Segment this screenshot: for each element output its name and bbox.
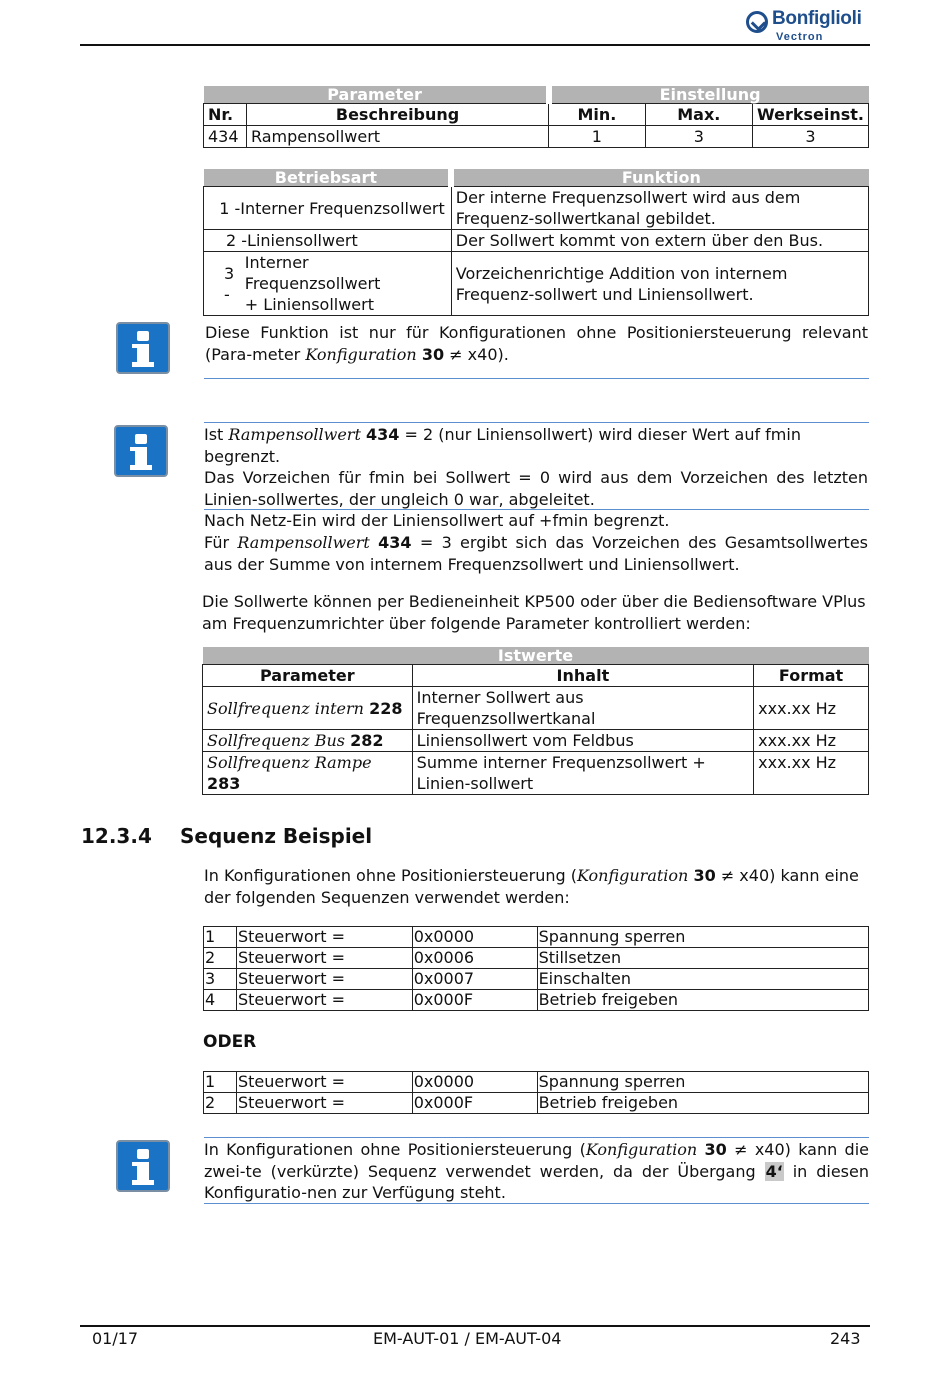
parameter-number: 30: [421, 344, 445, 364]
table-cell: xxx.xx Hz: [754, 687, 869, 730]
parameter-number: 434: [365, 425, 400, 444]
control-word-value: 0x0000: [412, 927, 537, 948]
footer-date: 01/17: [92, 1329, 139, 1348]
mode-cell: [204, 252, 452, 316]
parameter-number: 228: [369, 698, 403, 718]
parameter-name: Rampensollwert: [228, 425, 361, 444]
sequence-row: [204, 1072, 869, 1093]
note-rule: [204, 1137, 869, 1138]
control-word-label: Steuerwort =: [236, 990, 412, 1011]
step-number: 1: [204, 1072, 237, 1093]
table-row: [204, 126, 869, 148]
parameter-number: 283: [207, 774, 241, 793]
transition-marker: 4‘: [765, 1161, 783, 1181]
table-cell: Rampensollwert: [246, 126, 548, 148]
brand-logo: [746, 8, 871, 46]
column-header: Nr.: [204, 104, 247, 126]
state-label: Stillsetzen: [537, 948, 868, 969]
function-cell: Der interne Frequenzsollwert wird aus dem Frequenz-sollwertkanal gebildet.: [451, 187, 868, 230]
note-text: ≠ x40).: [449, 344, 509, 364]
step-number: 2: [204, 948, 237, 969]
operating-mode-table: [203, 169, 869, 316]
table-cell: Interner Sollwert aus Frequenzsollwertkanal: [412, 687, 753, 730]
table-cell: xxx.xx Hz: [754, 752, 869, 795]
state-label: Spannung sperren: [537, 927, 868, 948]
table-cell: Summe interner Frequenzsollwert + Linien-sollwert: [412, 752, 753, 795]
sequence-row: [204, 969, 869, 990]
parameter-name: Sollfrequenz Bus: [207, 731, 345, 750]
function-cell: Vorzeichenrichtige Addition von internem Frequenz-sollwert und Liniensollwert.: [451, 252, 868, 316]
control-word-value: 0x0007: [412, 969, 537, 990]
sequence-table-2: [203, 1071, 869, 1114]
table-cell: 1: [549, 126, 645, 148]
group-header-einstellung: Einstellung: [549, 86, 869, 104]
parameter-number: 434: [378, 533, 412, 552]
paragraph-sequenzen: In Konfigurationen ohne Positioniersteuerung (Konfiguration 30 ≠ x40) kann eine der folgenden Sequenzen verwendet werden:: [204, 866, 859, 907]
footer-document-id: EM-AUT-01 / EM-AUT-04: [373, 1329, 562, 1348]
control-word-label: Steuerwort =: [236, 1072, 412, 1093]
table-cell: 3: [753, 126, 869, 148]
sequence-row: [204, 948, 869, 969]
note-rule: [204, 422, 869, 423]
parameter-number: 30: [693, 866, 716, 885]
note-line: Das Vorzeichen für fmin bei Sollwert = 0 wird aus dem Vorzeichen des letzten Linien-sollwertes, der ungleich 0 war, abgeleitet.: [204, 468, 868, 509]
step-number: 1: [204, 927, 237, 948]
istwerte-table: [202, 647, 869, 795]
parameter-name: Konfiguration: [577, 866, 689, 885]
istwerte-title: Istwerte: [203, 647, 869, 665]
info-icon: [116, 1140, 170, 1192]
state-label: Betrieb freigeben: [537, 1093, 868, 1114]
function-cell: Der Sollwert kommt von extern über den Bus.: [451, 230, 868, 252]
mode-number: 3 -: [224, 263, 235, 304]
logo-icon: [746, 11, 768, 33]
column-header: Werkseinst.: [753, 104, 869, 126]
table-row: [204, 252, 869, 316]
section-title: Sequenz Beispiel: [180, 824, 373, 848]
footer-rule: [80, 1325, 870, 1327]
mode-label-line: Interner Frequenzsollwert: [244, 253, 381, 293]
mode-label: [245, 252, 447, 315]
state-label: Einschalten: [537, 969, 868, 990]
paragraph-sollwerte: Die Sollwerte können per Bedieneinheit KP500 oder über die Bediensoftware VPlus am Frequenzumrichter über folgende Parameter kontrolliert werden:: [202, 592, 866, 633]
section-number: 12.3.4: [81, 824, 152, 848]
note-rule: [204, 1203, 869, 1204]
table-row: [203, 752, 869, 795]
control-word-label: Steuerwort =: [236, 969, 412, 990]
control-word-value: 0x0000: [412, 1072, 537, 1093]
parameter-table: [203, 86, 869, 148]
control-word-value: 0x000F: [412, 990, 537, 1011]
control-word-label: Steuerwort =: [236, 948, 412, 969]
control-word-value: 0x000F: [412, 1093, 537, 1114]
info-note-configuration: [205, 322, 868, 365]
column-header: Format: [754, 665, 869, 687]
brand-subname: Vectron: [776, 31, 824, 43]
table-cell: 3: [645, 126, 752, 148]
table-cell: Liniensollwert vom Feldbus: [412, 730, 753, 752]
parameter-name: Konfiguration: [305, 344, 417, 364]
parameter-name: Sollfrequenz Rampe: [207, 753, 372, 772]
note-line: Nach Netz-Ein wird der Liniensollwert auf +fmin begrenzt.: [204, 511, 670, 530]
state-label: Betrieb freigeben: [537, 990, 868, 1011]
parameter-name: Rampensollwert: [237, 533, 370, 552]
control-word-value: 0x0006: [412, 948, 537, 969]
parameter-number: 282: [350, 731, 384, 750]
page-number: 243: [830, 1329, 861, 1348]
note-rule: [204, 378, 869, 379]
note-line: Ist Rampensollwert 434 = 2 (nur Liniensollwert) wird dieser Wert auf fmin begrenzt.: [204, 425, 801, 466]
mode-cell: 2 -Liniensollwert: [204, 230, 452, 252]
control-word-label: Steuerwort =: [236, 1093, 412, 1114]
paragraph-gesamtsollwert: Für Rampensollwert 434 = 3 ergibt sich das Vorzeichen des Gesamtsollwertes aus der Summe von internem Frequenzsollwert und Liniensollwert.: [204, 533, 868, 574]
table-row: [204, 230, 869, 252]
info-note-sequence: In Konfigurationen ohne Positioniersteuerung (Konfiguration 30 ≠ x40) kann die zwei-te (verkürzte) Sequenz verwendet werden, da der Übergang 4‘ in diesen Konfiguratio-nen zur Verfügung steht.: [204, 1140, 870, 1202]
table-cell: xxx.xx Hz: [754, 730, 869, 752]
mode-label-line: + Liniensollwert: [244, 295, 374, 314]
sequence-row: [204, 990, 869, 1011]
parameter-number: 30: [704, 1140, 727, 1159]
group-header-parameter: Parameter: [204, 86, 549, 104]
info-icon: [114, 425, 168, 477]
mode-cell: 1 -Interner Frequenzsollwert: [204, 187, 452, 230]
table-row: [204, 187, 869, 230]
sequence-table-1: [203, 926, 869, 1011]
table-row: [203, 730, 869, 752]
state-label: Spannung sperren: [537, 1072, 868, 1093]
note-rule: [204, 509, 869, 510]
column-header: Inhalt: [412, 665, 753, 687]
step-number: 4: [204, 990, 237, 1011]
oder-label: ODER: [203, 1032, 257, 1052]
control-word-label: Steuerwort =: [236, 927, 412, 948]
parameter-name: Sollfrequenz intern: [207, 698, 364, 718]
parameter-name: Konfiguration: [585, 1140, 698, 1159]
column-header: Max.: [645, 104, 752, 126]
table-cell: 434: [204, 126, 247, 148]
column-header: Beschreibung: [246, 104, 548, 126]
column-header: Parameter: [203, 665, 413, 687]
header-rule: [80, 44, 870, 46]
step-number: 3: [204, 969, 237, 990]
info-icon: [116, 322, 170, 374]
sequence-row: [204, 1093, 869, 1114]
table-row: [203, 687, 869, 730]
sequence-row: [204, 927, 869, 948]
note-text: Diese Funktion ist nur für Konfigurationen ohne Positioniersteuerung relevant (Para-meter: [205, 323, 868, 364]
column-header-betriebsart: Betriebsart: [204, 169, 452, 187]
column-header-funktion: Funktion: [451, 169, 868, 187]
step-number: 2: [204, 1093, 237, 1114]
column-header: Min.: [549, 104, 645, 126]
brand-name: Bonfiglioli: [772, 8, 862, 29]
info-note-rampensollwert: [204, 424, 868, 532]
